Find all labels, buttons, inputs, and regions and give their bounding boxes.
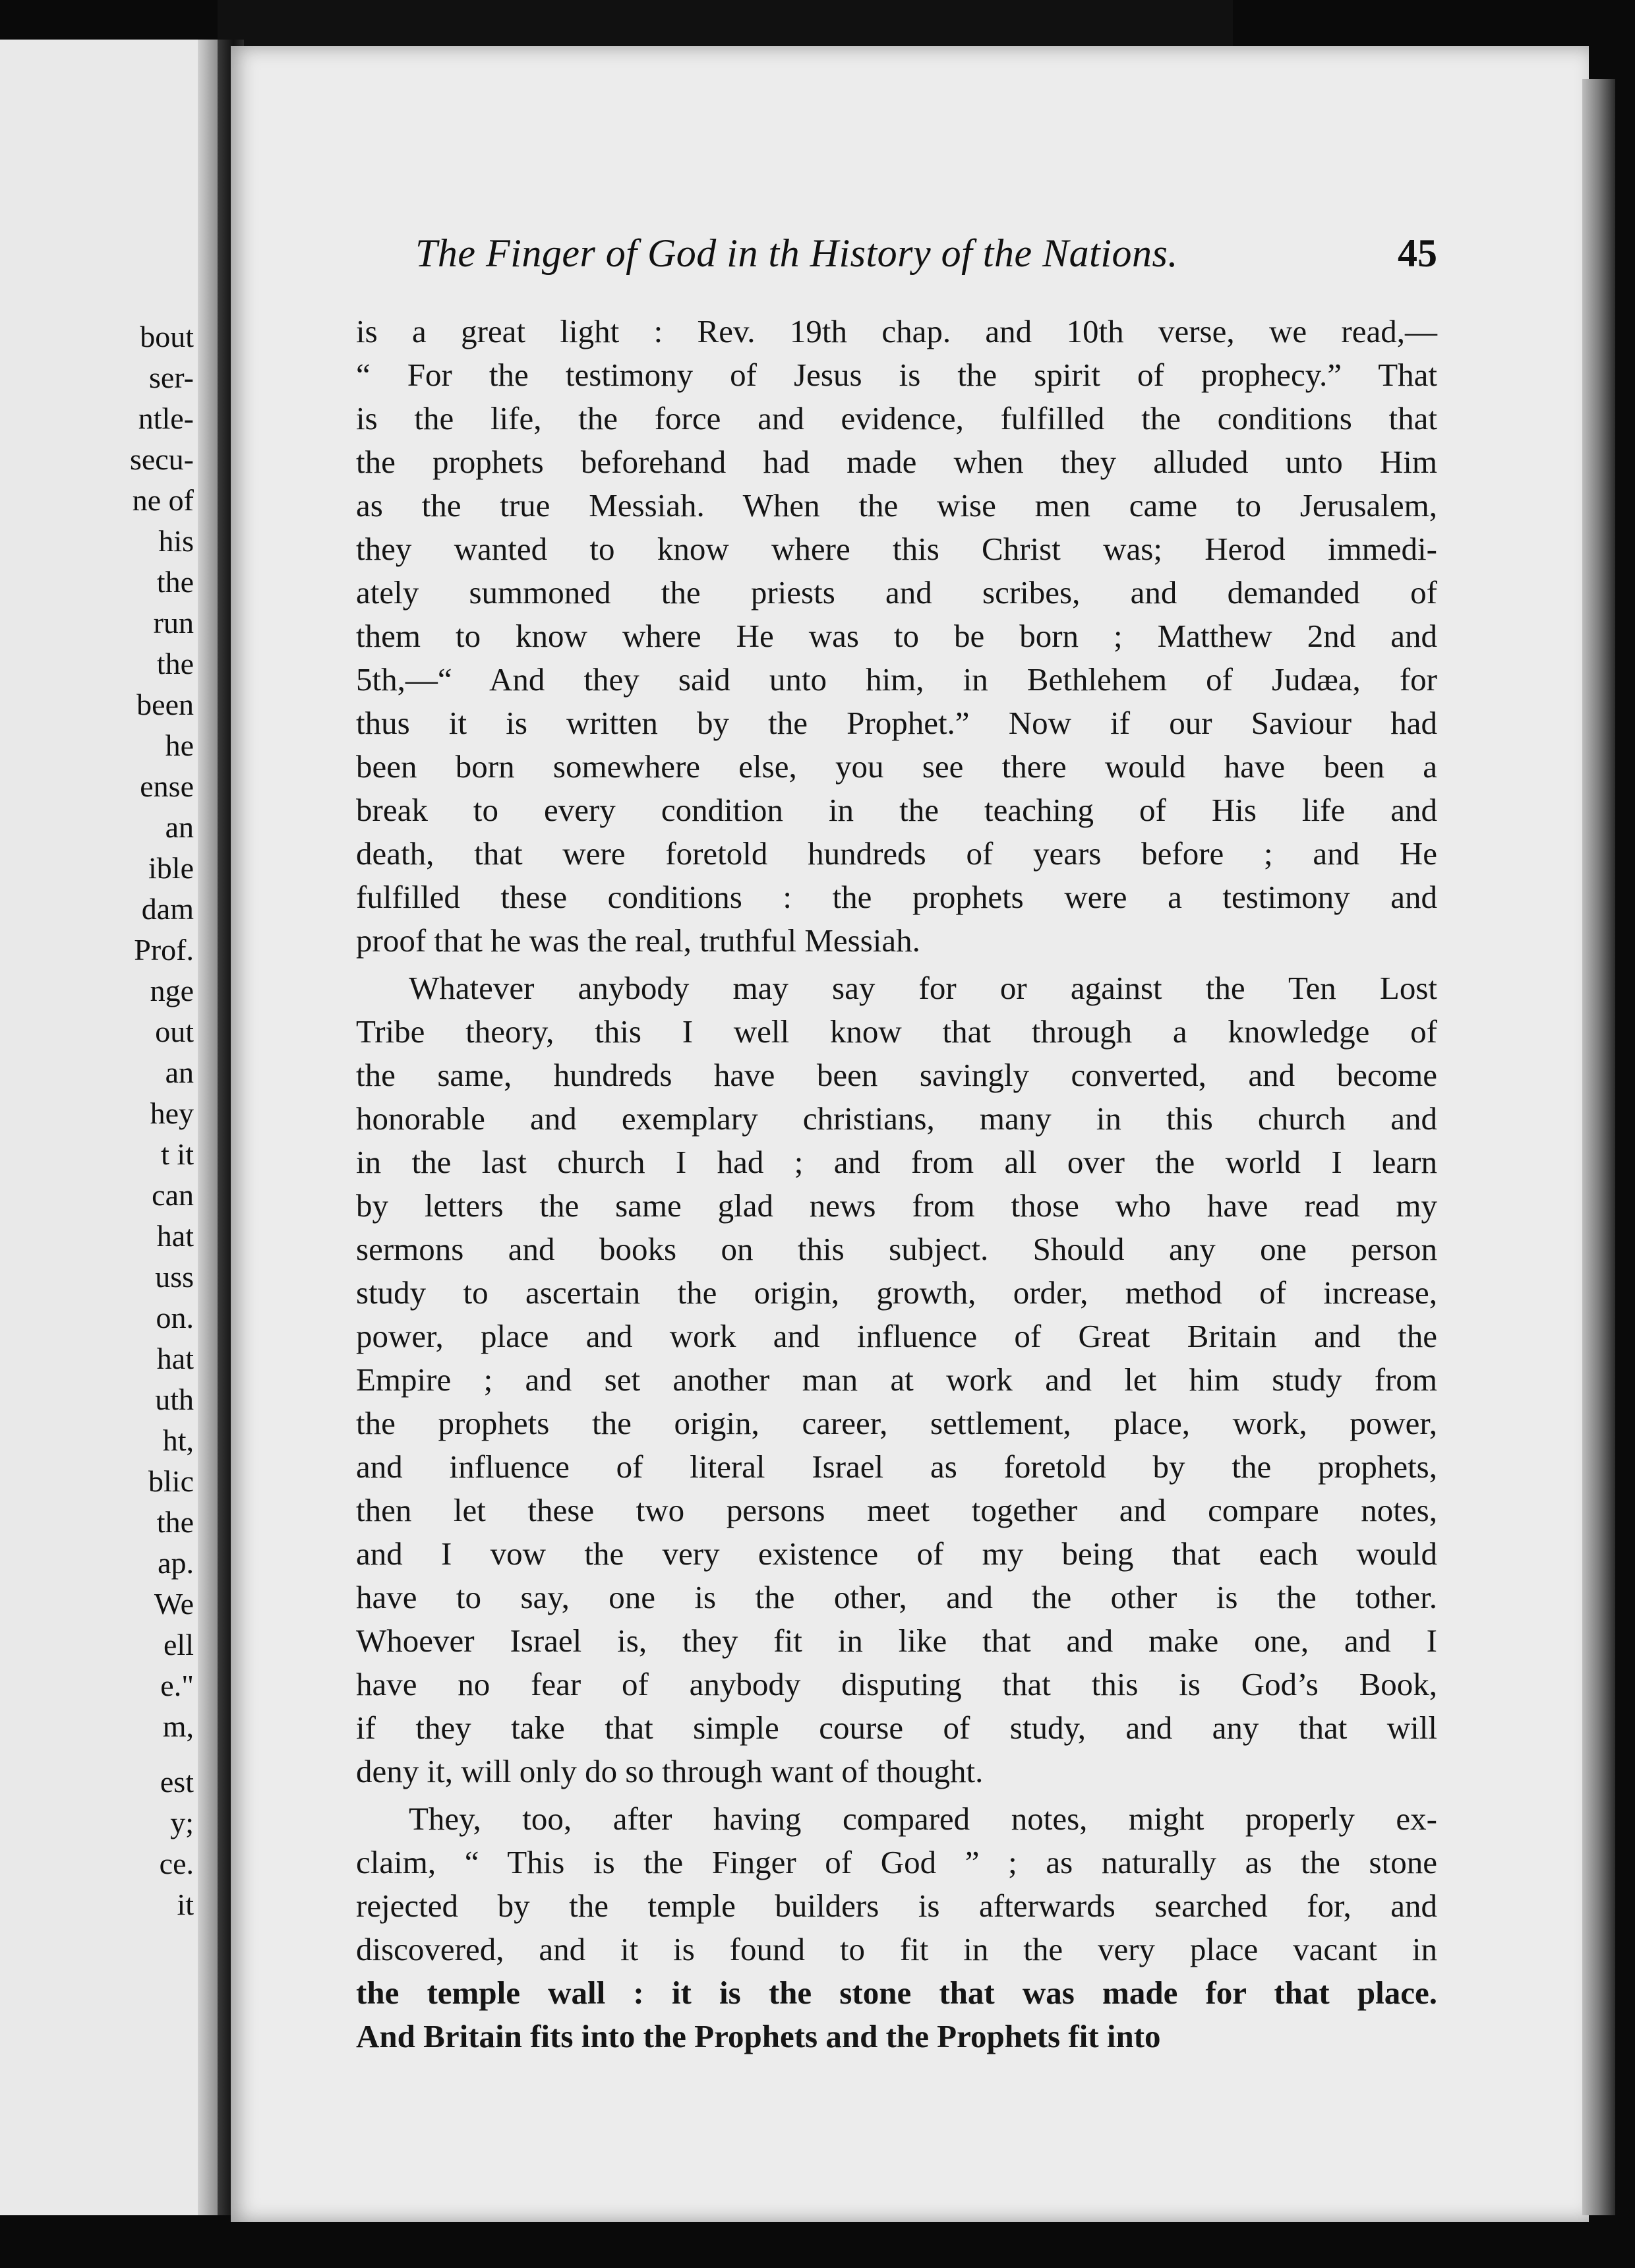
text-line: “ For the testimony of Jesus is the spirit of prophecy.” That <box>356 357 1437 393</box>
text-line: the prophets the origin, career, settlement, place, work, power, <box>356 1405 1437 1441</box>
left-page-line: an <box>165 1056 194 1089</box>
text-line: And Britain fits into the Prophets and the Prophets fit into <box>356 2018 1161 2054</box>
text-line: study to ascertain the origin, growth, order, method of increase, <box>356 1274 1437 1311</box>
left-page-line: ible <box>148 851 194 885</box>
text-line: Whoever Israel is, they fit in like that and make one, and I <box>356 1623 1437 1659</box>
text-line: by letters the same glad news from those who have read my <box>356 1187 1437 1224</box>
left-page-line: t it <box>161 1137 194 1171</box>
text-line: ately summoned the priests and scribes, and demanded of <box>356 574 1437 611</box>
page-body <box>356 310 1437 2058</box>
text-line: is the life, the force and evidence, fulfilled the conditions that <box>356 400 1437 436</box>
text-line: proof that he was the real, truthful Messiah. <box>356 922 920 959</box>
paragraph <box>356 1797 1437 2058</box>
text-line: rejected by the temple builders is afterwards searched for, and <box>356 1888 1437 1924</box>
text-line: death, that were foretold hundreds of years before ; and He <box>356 835 1437 872</box>
left-page-line: We <box>154 1587 194 1621</box>
left-page-line: uth <box>155 1383 194 1416</box>
left-page-line: ense <box>140 769 194 803</box>
text-line: the same, hundreds have been savingly converted, and become <box>356 1057 1437 1093</box>
left-page-line: e." <box>160 1669 194 1702</box>
text-line: is a great light : Rev. 19th chap. and 10th verse, we read,— <box>356 313 1437 349</box>
left-page-line: ser- <box>148 361 194 394</box>
text-line: then let these two persons meet together and compare notes, <box>356 1492 1437 1528</box>
page-number: 45 <box>1398 231 1437 275</box>
left-page-line: ne of <box>132 483 194 517</box>
left-page-line: run <box>153 606 194 640</box>
text-line: power, place and work and influence of Great Britain and the <box>356 1318 1437 1354</box>
left-page-line: ce. <box>159 1847 194 1880</box>
text-line: sermons and books on this subject. Should any one person <box>356 1231 1437 1267</box>
left-page-line: blic <box>148 1464 194 1498</box>
left-page-line: on. <box>156 1301 194 1334</box>
text-line: the prophets beforehand had made when they alluded unto Him <box>356 444 1437 480</box>
left-page-line: the <box>156 1505 194 1539</box>
text-line: been born somewhere else, you see there would have been a <box>356 748 1437 785</box>
running-head: The Finger of God in th History of the Nations. <box>415 231 1178 275</box>
left-page-line: ell <box>164 1628 194 1661</box>
paragraph <box>356 967 1437 1793</box>
text-line: as the true Messiah. When the wise men came to Jerusalem, <box>356 487 1437 523</box>
left-page-line: secu- <box>129 442 194 476</box>
text-line: the temple wall : it is the stone that was made for that place. <box>356 1975 1437 2011</box>
text-line: have no fear of anybody disputing that this is God’s Book, <box>356 1666 1437 1702</box>
left-page-line: hat <box>156 1342 194 1375</box>
left-page-line: the <box>156 565 194 599</box>
left-page-line: the <box>156 647 194 680</box>
left-page-line: m, <box>162 1710 194 1743</box>
left-page-line: he <box>165 729 194 762</box>
left-page-line: bout <box>140 320 194 353</box>
text-line: if they take that simple course of study, and any that will <box>356 1710 1437 1746</box>
paragraph <box>356 310 1437 963</box>
text-line: They, too, after having compared notes, might properly ex- <box>409 1801 1437 1837</box>
left-page-line: y; <box>170 1806 194 1839</box>
left-page-line: ntle- <box>138 402 194 435</box>
left-page-line: dam <box>141 892 194 926</box>
scan-top-border <box>218 0 1233 46</box>
text-line: Empire ; and set another man at work and let him study from <box>356 1361 1437 1398</box>
text-line: Tribe theory, this I well know that through a knowledge of <box>356 1013 1437 1050</box>
text-line: them to know where He was to be born ; Matthew 2nd and <box>356 618 1437 654</box>
page-edge-shadow <box>1582 79 1615 2215</box>
left-page-line: can <box>152 1178 194 1212</box>
text-line: thus it is written by the Prophet.” Now if our Saviour had <box>356 705 1437 741</box>
text-line: and I vow the very existence of my being that each would <box>356 1536 1437 1572</box>
left-page-text-fragments <box>0 316 198 1925</box>
left-page-line: hat <box>156 1219 194 1253</box>
text-line: they wanted to know where this Christ was; Herod immedi- <box>356 531 1437 567</box>
left-page-line: est <box>160 1765 194 1799</box>
left-page-line: out <box>155 1015 194 1048</box>
text-line: discovered, and it is found to fit in the very place vacant in <box>356 1931 1437 1967</box>
text-line: break to every condition in the teaching of His life and <box>356 792 1437 828</box>
left-page-line: hey <box>150 1096 194 1130</box>
left-page-line: ap. <box>158 1546 194 1580</box>
left-page-line: uss <box>155 1260 194 1294</box>
text-line: 5th,—“ And they said unto him, in Bethlehem of Judæa, for <box>356 661 1437 698</box>
left-page-line: an <box>165 810 194 844</box>
text-line: honorable and exemplary christians, many in this church and <box>356 1100 1437 1137</box>
text-line: and influence of literal Israel as foretold by the prophets, <box>356 1448 1437 1485</box>
left-page-line: ht, <box>162 1423 194 1457</box>
text-line: Whatever anybody may say for or against the Ten Lost <box>409 970 1437 1006</box>
text-line: claim, “ This is the Finger of God ” ; as naturally as the stone <box>356 1844 1437 1880</box>
left-page-line: it <box>177 1888 194 1921</box>
left-page-line: Prof. <box>134 933 194 967</box>
text-line: have to say, one is the other, and the other is the tother. <box>356 1579 1437 1615</box>
left-page-line: been <box>136 688 194 721</box>
text-line: fulfilled these conditions : the prophets were a testimony and <box>356 879 1437 915</box>
left-page-line: nge <box>150 974 194 1007</box>
text-line: deny it, will only do so through want of thought. <box>356 1753 984 1789</box>
left-page-line: his <box>158 524 194 558</box>
text-line: in the last church I had ; and from all over the world I learn <box>356 1144 1437 1180</box>
page-header <box>415 231 1450 284</box>
